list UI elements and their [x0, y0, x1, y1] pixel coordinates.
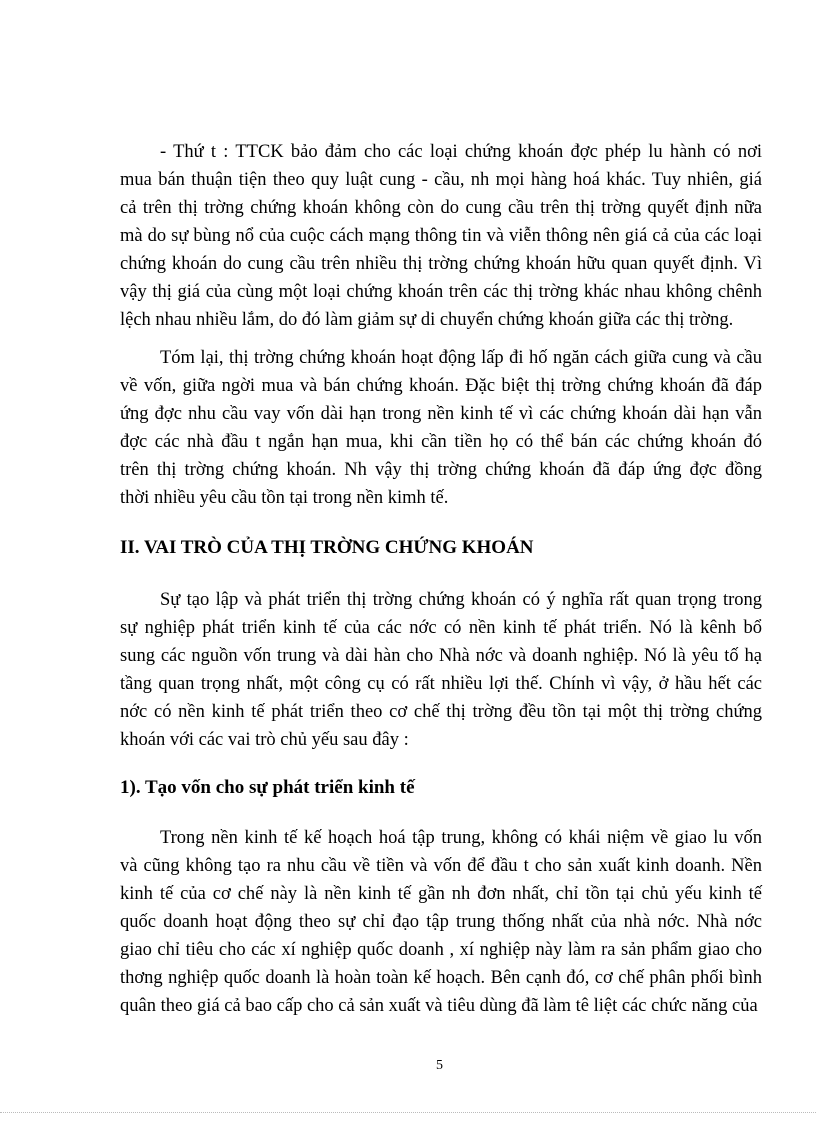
text-line: thơng nghiệp quốc doanh là hoàn toàn kế hoạch. Bên cạnh đó, cơ chế phân phối bình [120, 968, 762, 988]
text-line: khoán với các vai trò chủ yếu sau đây : [120, 730, 409, 750]
text-line: đợc các nhà đầu t ngắn hạn mua, khi cần tiền họ có thể bán các chứng khoán đó [120, 432, 762, 452]
text-line: vậy thị giá của cùng một loại chứng khoán trên các thị trờng khác nhau không chênh [120, 282, 762, 302]
text-line: - Thứ t : TTCK bảo đảm cho các loại chứng khoán đợc phép lu hành có nơi [160, 142, 762, 162]
text-line: sung các nguồn vốn trung và dài hàn cho Nhà nớc và doanh nghiệp. Nó là yêu tố hạ [120, 646, 762, 666]
subsection-heading-capital: 1). Tạo vốn cho sự phát triển kinh tế [120, 777, 415, 798]
text-line: quốc doanh hoạt động theo sự chỉ đạo tập trung thống nhất của nhà nớc. Nhà nớc [120, 912, 762, 932]
text-line: Tóm lại, thị trờng chứng khoán hoạt động lấp đi hố ngăn cách giữa cung và cầu [160, 348, 762, 368]
text-line: lệch nhau nhiều lắm, do đó làm giảm sự di chuyển chứng khoán giữa các thị trờng. [120, 310, 734, 330]
text-line: cả trên thị trờng chứng khoán không còn do cung cầu trên thị trờng quyết định nữa [120, 198, 762, 218]
text-line: tầng quan trọng nhất, một công cụ có rất nhiều lợi thế. Chính vì vậy, ở hầu hết các [120, 674, 762, 694]
text-line: thời nhiều yêu cầu tồn tại trong nền kimh tế. [120, 488, 449, 508]
text-line: mua bán thuận tiện theo quy luật cung - cầu, nh mọi hàng hoá khác. Tuy nhiên, giá [120, 170, 762, 190]
text-line: kinh tế của cơ chế này là nền kinh tế gần nh đơn nhất, chỉ tồn tại chủ yếu kinh tế [120, 884, 762, 904]
paragraph-planned-economy [120, 824, 762, 1020]
text-line: giao chỉ tiêu cho các xí nghiệp quốc doanh , xí nghiệp này làm ra sản phẩm giao cho [120, 940, 762, 960]
text-line: mà do sự bùng nổ của cuộc cách mạng thông tin và viễn thông nên giá cả của các loại [120, 226, 762, 246]
page-bottom-divider [0, 1112, 816, 1113]
paragraph-fourth-point [120, 138, 762, 334]
text-line: và cũng không tạo ra nhu cầu về tiền và vốn để đầu t cho sản xuất kinh doanh. Nền [120, 856, 762, 876]
page-number: 5 [436, 1058, 443, 1073]
paragraph-role-intro [120, 586, 762, 754]
text-line: Trong nền kinh tế kế hoạch hoá tập trung, không có khái niệm về giao lu vốn [160, 828, 762, 848]
text-line: về vốn, giữa ngời mua và bán chứng khoán. Đặc biệt thị trờng chứng khoán đã đáp [120, 376, 762, 396]
document-body [120, 138, 762, 1030]
text-line: quân theo giá cả bao cấp cho cả sản xuất và tiêu dùng đã làm tê liệt các chức năng của [120, 996, 758, 1016]
paragraph-summary [120, 344, 762, 512]
text-line: sự nghiệp phát triển kinh tế của các nớc có nền kinh tế phát triển. Nó là kênh bổ [120, 618, 762, 638]
text-line: trên thị trờng chứng khoán. Nh vậy thị trờng chứng khoán đã đáp ứng đợc đồng [120, 460, 762, 480]
text-line: Sự tạo lập và phát triển thị trờng chứng khoán có ý nghĩa rất quan trọng trong [160, 590, 762, 610]
section-heading-role: II. VAI TRÒ CỦA THỊ TRỜNG CHỨNG KHOÁN [120, 537, 534, 558]
text-line: chứng khoán do cung cầu trên nhiều thị trờng chứng khoán hữu quan quyết định. Vì [120, 254, 762, 274]
text-line: nớc có nền kinh tế phát triển theo cơ chế thị trờng đều tồn tại một thị trờng chứng [120, 702, 762, 722]
text-line: ứng đợc nhu cầu vay vốn dài hạn trong nền kinh tế vì các chứng khoán dài hạn vẫn [120, 404, 762, 424]
